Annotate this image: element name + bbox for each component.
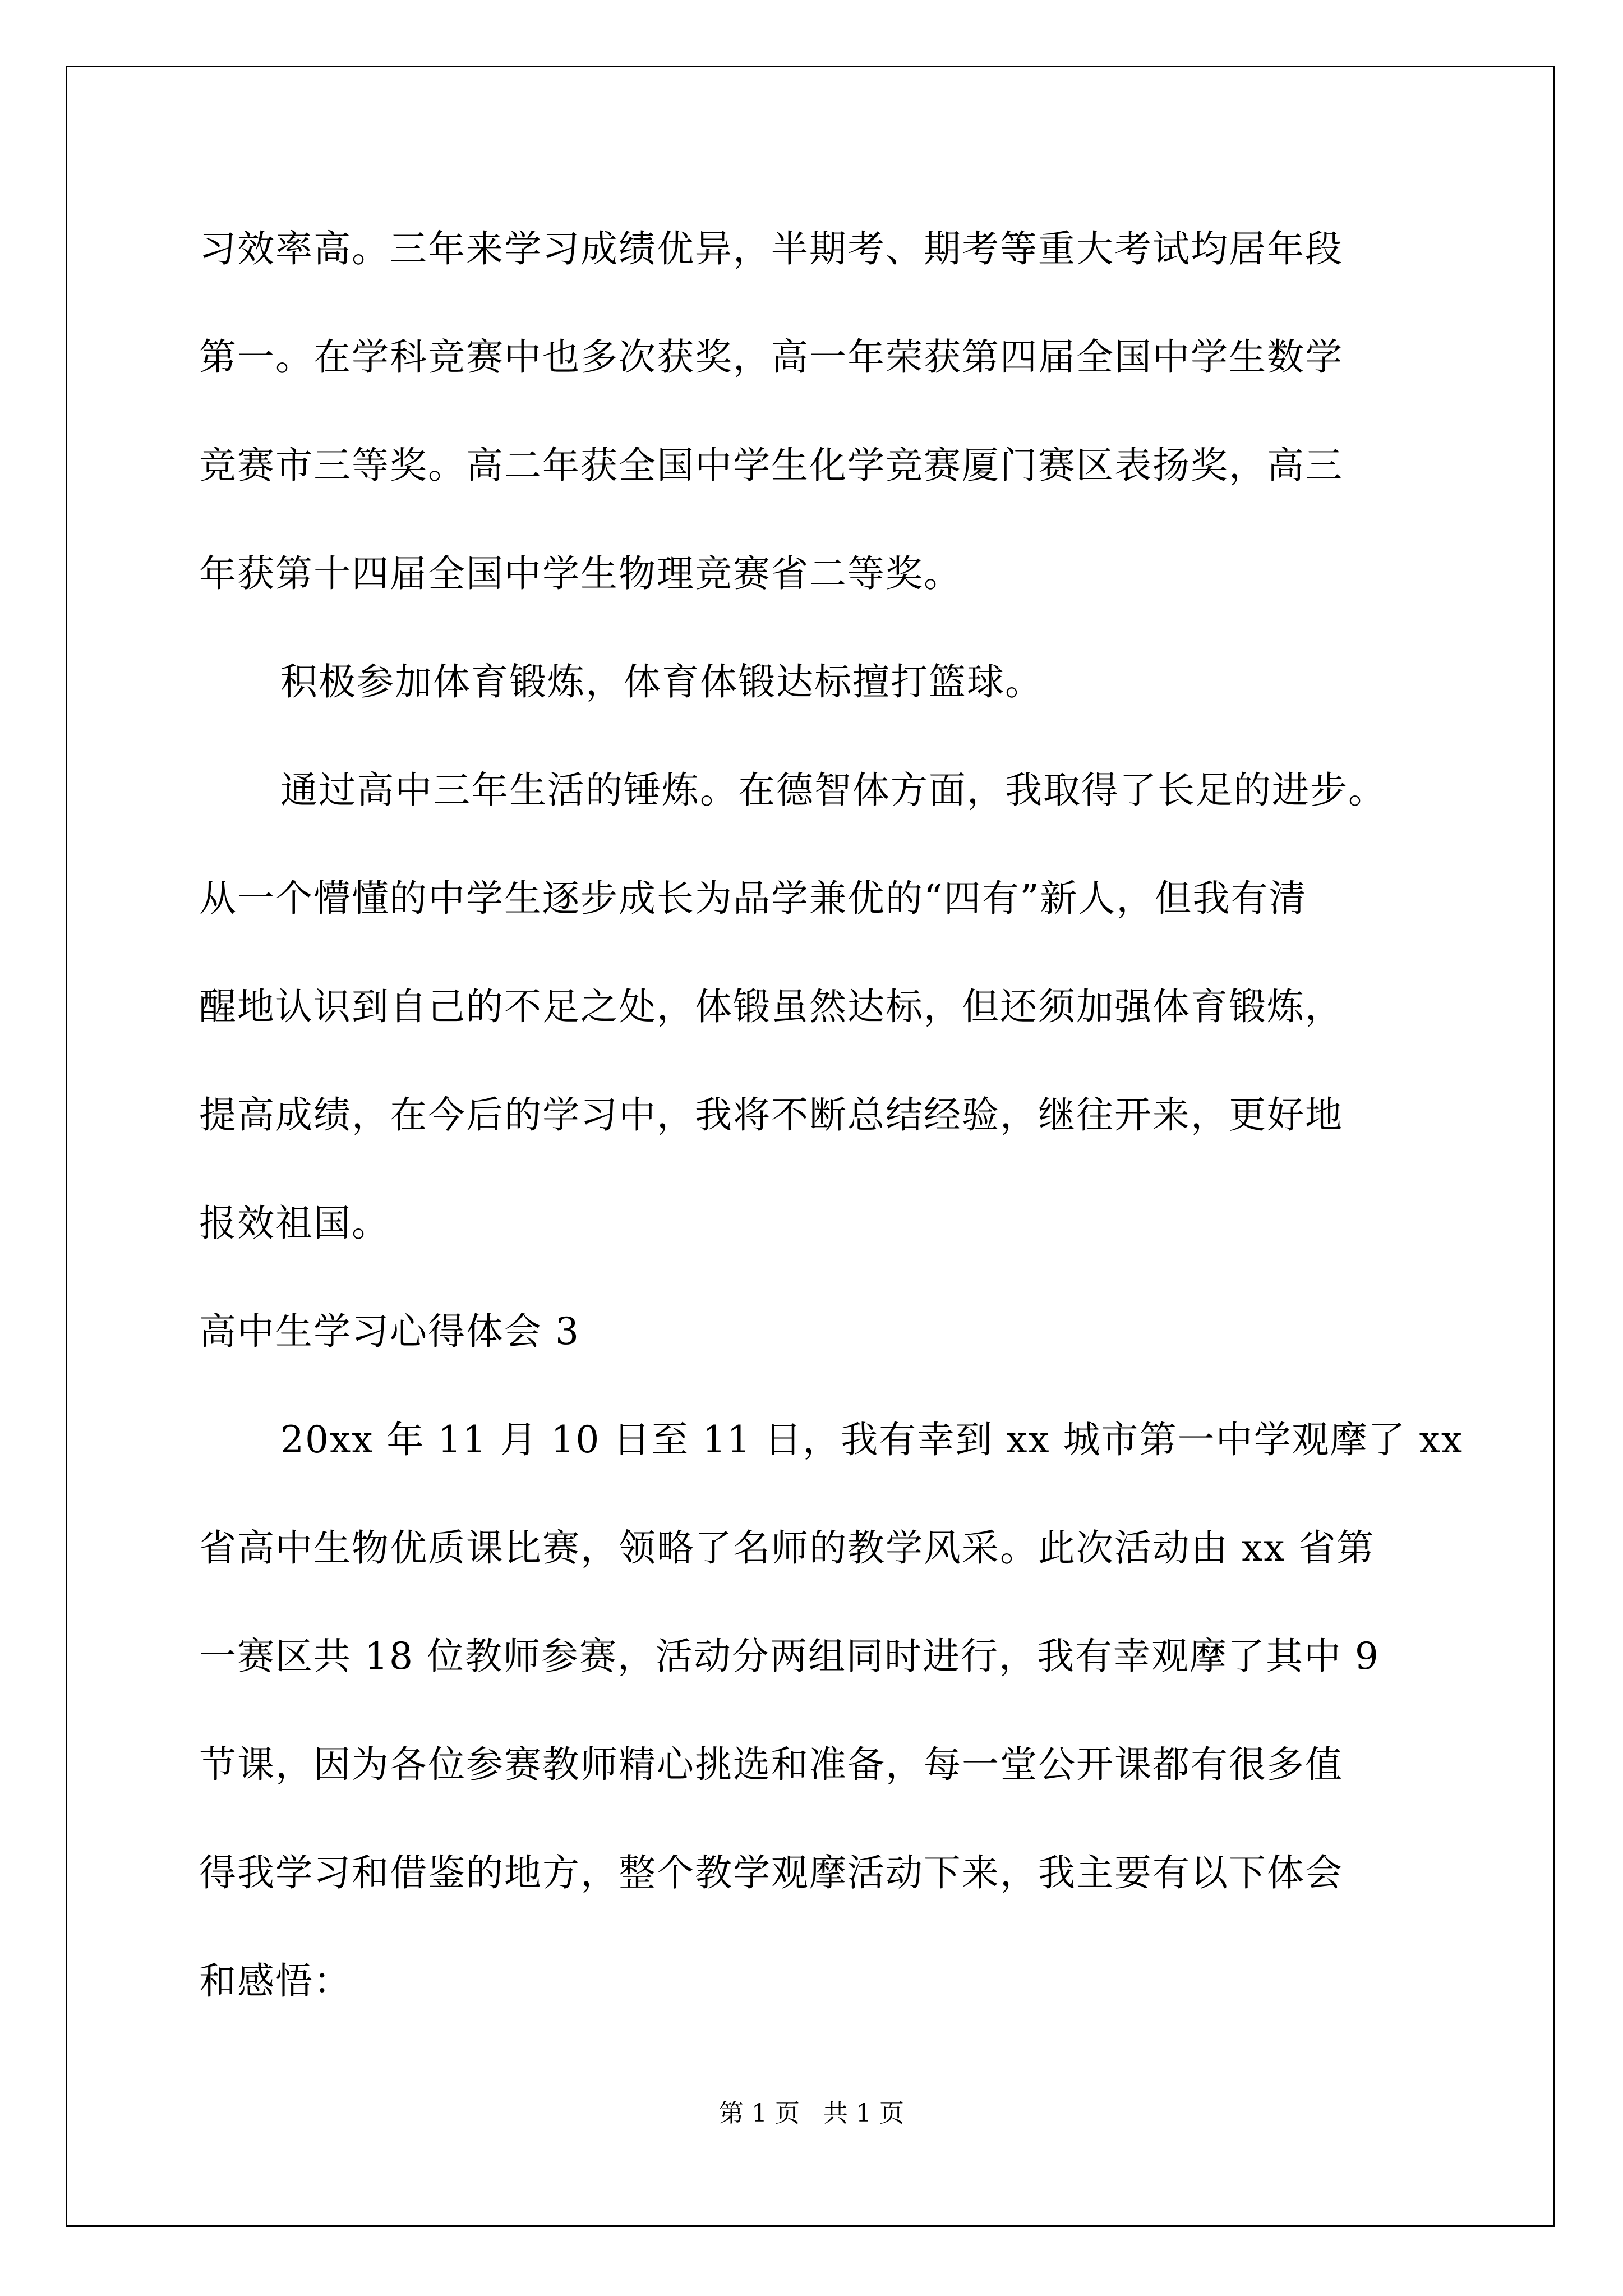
body-line-8: 醒地认识到自己的不足之处，体锻虽然达标，但还须加强体育锻炼， bbox=[199, 985, 1343, 1028]
body-line-6: 通过高中三年生活的锤炼。在德智体方面，我取得了长足的进步。 bbox=[280, 769, 1386, 812]
body-line-7: 从一个懵懂的中学生逐步成长为品学兼优的“四有”新人，但我有清 bbox=[199, 877, 1307, 920]
body-line-13: 省高中生物优质课比赛，领略了名师的教学风采。此次活动由 xx 省第 bbox=[199, 1526, 1375, 1570]
page-border bbox=[66, 66, 1555, 2227]
body-line-10: 报效祖国。 bbox=[199, 1202, 390, 1245]
body-line-14: 一赛区共 18 位教师参赛，活动分两组同时进行，我有幸观摩了其中 9 bbox=[199, 1635, 1380, 1678]
body-line-15: 节课，因为各位参赛教师精心挑选和准备，每一堂公开课都有很多值 bbox=[199, 1743, 1343, 1786]
section-heading: 高中生学习心得体会 3 bbox=[199, 1310, 580, 1353]
body-line-5: 积极参加体育锻炼，体育体锻达标擅打篮球。 bbox=[280, 660, 1043, 703]
page-footer: 第 1 页 共 1 页 bbox=[719, 2099, 904, 2128]
body-line-2: 第一。在学科竞赛中也多次获奖，高一年荣获第四届全国中学生数学 bbox=[199, 335, 1343, 379]
body-line-17: 和感悟： bbox=[199, 1959, 352, 2003]
body-line-16: 得我学习和借鉴的地方，整个教学观摩活动下来，我主要有以下体会 bbox=[199, 1851, 1343, 1894]
body-line-12: 20xx 年 11 月 10 日至 11 日，我有幸到 xx 城市第一中学观摩了 xx bbox=[280, 1418, 1464, 1461]
body-line-1: 习效率高。三年来学习成绩优异，半期考、期考等重大考试均居年段 bbox=[199, 227, 1343, 270]
body-line-3: 竞赛市三等奖。高二年获全国中学生化学竞赛厦门赛区表扬奖，高三 bbox=[199, 444, 1343, 487]
body-line-4: 年获第十四届全国中学生物理竞赛省二等奖。 bbox=[199, 552, 962, 595]
body-line-9: 提高成绩，在今后的学习中，我将不断总结经验，继往开来，更好地 bbox=[199, 1093, 1343, 1137]
